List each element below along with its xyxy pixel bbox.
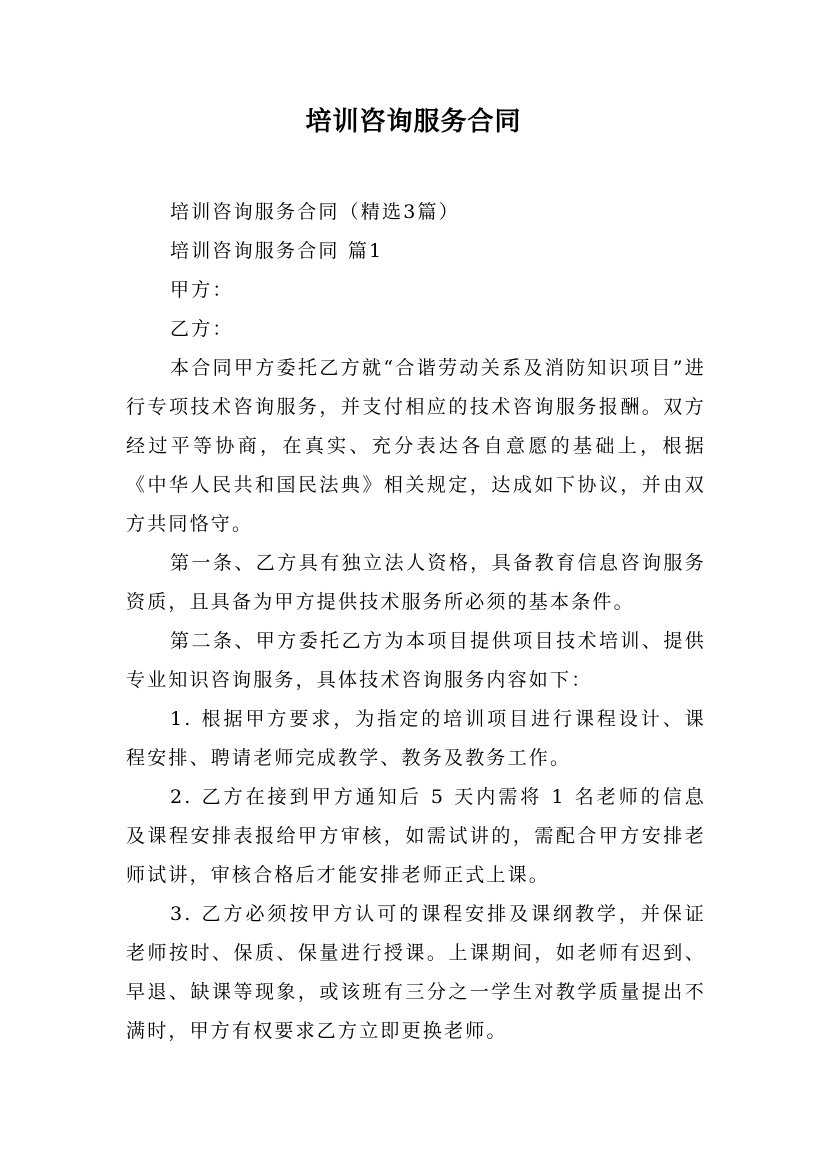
paragraph-party-b: 乙方： (170, 318, 234, 340)
paragraph-preamble: 本合同甲方委托乙方就“合谐劳动关系及消防知识项目”进行专项技术咨询服务，并支付相应的技术咨询服务报酬。双方经过平等协商，在真实、充分表达各自意愿的基础上，根据《中华人民共和国民法典》相关规定，达成如下协议，并由双方共同恪守。 (126, 357, 706, 535)
paragraph-article-2: 第二条、甲方委托乙方为本项目提供项目技术培训、提供专业知识咨询服务，具体技术咨询服务内容如下： (126, 630, 706, 691)
paragraph-item-1: 1. 根据甲方要求，为指定的培训项目进行课程设计、课程安排、聘请老师完成教学、教务及教务工作。 (126, 708, 706, 769)
paragraph-item-3: 3. 乙方必须按甲方认可的课程安排及课纲教学，并保证老师按时、保质、保量进行授课。上课期间，如老师有迟到、早退、缺课等现象，或该班有三分之一学生对教学质量提出不满时，甲方有权要求乙方立即更换老师。 (126, 903, 706, 1042)
paragraph-article-1: 第一条、乙方具有独立法人资格，具备教育信息咨询服务资质，且具备为甲方提供技术服务所必须的基本条件。 (126, 552, 706, 613)
document-title: 培训咨询服务合同 (305, 107, 522, 137)
document-body (126, 193, 706, 1051)
paragraph-item-2: 2. 乙方在接到甲方通知后 5 天内需将 1 名老师的信息及课程安排表报给甲方审核，如需试讲的，需配合甲方安排老师试讲，审核合格后才能安排老师正式上课。 (126, 786, 706, 886)
paragraph-section-heading: 培训咨询服务合同 篇1 (170, 240, 384, 262)
paragraph-party-a: 甲方： (170, 279, 234, 301)
paragraph-subtitle: 培训咨询服务合同（精选3篇） (170, 201, 460, 223)
